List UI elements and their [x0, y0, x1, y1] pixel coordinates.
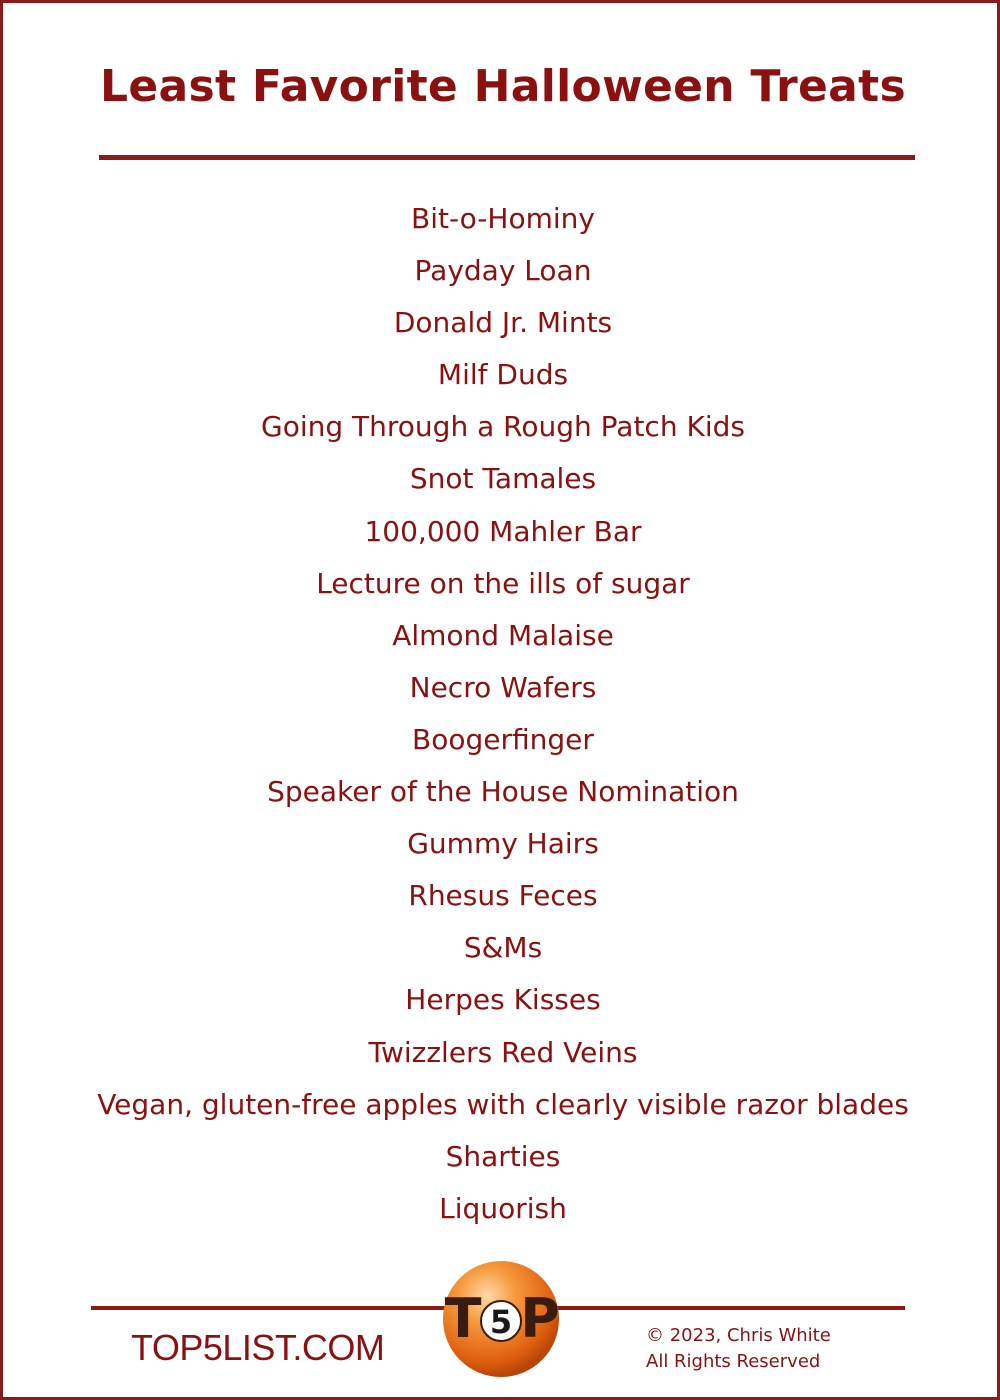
copyright	[646, 1323, 831, 1375]
list-item: Necro Wafers	[409, 670, 597, 704]
treats-list	[3, 193, 1000, 1235]
copyright-line-1: © 2023, Chris White	[646, 1325, 831, 1346]
list-item: Almond Malaise	[392, 618, 614, 652]
list-item: Rhesus Feces	[408, 879, 598, 913]
title-divider	[99, 155, 915, 160]
list-item: Going Through a Rough Patch Kids	[261, 410, 745, 444]
svg-text:T: T	[444, 1287, 482, 1350]
footer-divider-left	[91, 1306, 451, 1310]
list-item: Milf Duds	[437, 358, 569, 392]
site-name[interactable]: TOP5LIST.COM	[131, 1327, 385, 1368]
list-item: 100,000 Mahler Bar	[364, 514, 642, 548]
list-item: Sharties	[445, 1139, 561, 1173]
list-item: Payday Loan	[414, 254, 592, 288]
list-item: Twizzlers Red Veins	[368, 1035, 638, 1069]
list-item: Speaker of the House Nomination	[267, 775, 739, 809]
list-item: Liquorish	[439, 1191, 567, 1225]
list-item: S&Ms	[463, 931, 543, 965]
copyright-line-2: All Rights Reserved	[646, 1351, 821, 1372]
list-item: Vegan, gluten-free apples with clearly visible razor blades	[97, 1087, 909, 1121]
svg-text:P: P	[520, 1287, 560, 1350]
top5-logo-icon	[441, 1259, 561, 1379]
list-item: Snot Tamales	[409, 462, 597, 496]
footer-divider-right	[555, 1306, 905, 1310]
list-item: Donald Jr. Mints	[393, 306, 613, 340]
list-item: Herpes Kisses	[405, 983, 601, 1017]
svg-text:5: 5	[489, 1303, 513, 1341]
list-item: Boogerfinger	[412, 722, 594, 756]
page-title: Least Favorite Halloween Treats	[100, 61, 906, 112]
list-item: Gummy Hairs	[407, 827, 599, 861]
list-item: Lecture on the ills of sugar	[316, 566, 690, 600]
list-item: Bit-o-Hominy	[411, 202, 595, 235]
